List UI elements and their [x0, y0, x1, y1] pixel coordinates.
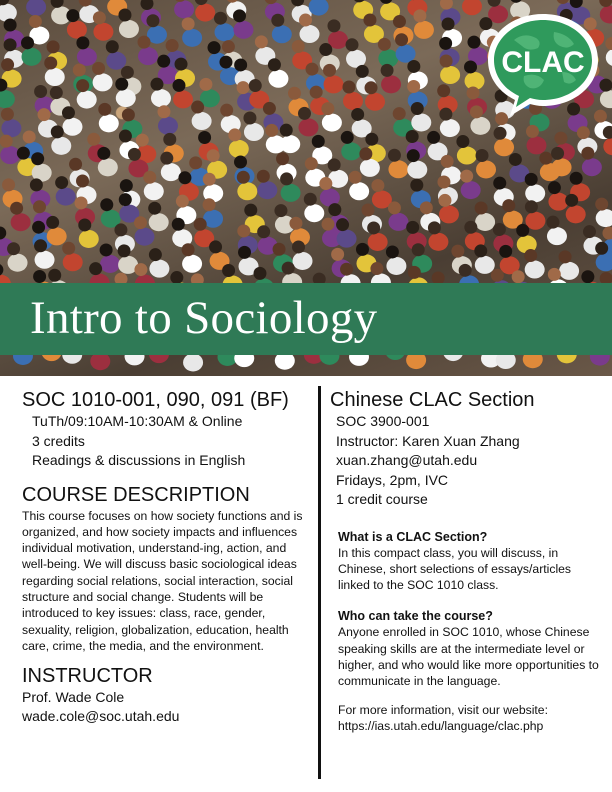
what-is-clac-title: What is a CLAC Section? [338, 529, 488, 544]
clac-column [330, 388, 602, 734]
course-description-text: This course focuses on how society functions and is organized, and how society impacts and influences individual motivation, understand-ing, action, and well-being. We will discuss basic sociological ideas regarding social relations, social interaction, social structure and social change. Students will be introduced to key issues: class, race, gender, sexuality, religion, globalization, education, health care, crime, the media, and the environment. [22, 508, 303, 653]
course-schedule: TuTh/09:10AM-10:30AM & Online [32, 413, 243, 429]
what-is-clac-section [330, 529, 602, 594]
course-column [22, 388, 314, 726]
page-title: Intro to Sociology [30, 292, 378, 344]
clac-logo [484, 10, 602, 120]
clac-course-code: SOC 3900-001 [336, 413, 430, 429]
course-description-heading: COURSE DESCRIPTION [22, 483, 250, 506]
more-info [330, 702, 602, 735]
clac-heading: Chinese CLAC Section [330, 389, 535, 411]
website-link[interactable]: https://ias.utah.edu/language/clac.php [338, 718, 544, 733]
course-details [22, 412, 314, 471]
title-banner [0, 283, 612, 355]
instructor-email[interactable]: wade.cole@soc.utah.edu [22, 708, 180, 725]
course-language: Readings & discussions in English [32, 452, 246, 468]
clac-instructor-email[interactable]: xuan.zhang@utah.edu [336, 452, 478, 468]
instructor-heading: INSTRUCTOR [22, 665, 153, 688]
course-code: SOC 1010-001, 090, 091 (BF) [22, 389, 289, 411]
more-info-text: For more information, visit our website: [338, 702, 548, 717]
who-can-take-section [330, 608, 602, 689]
who-can-take-text: Anyone enrolled in SOC 1010, whose Chinese speaking skills are at the intermediate level or higher, and who would like more opportunities to communicate in the language. [338, 625, 599, 689]
course-credits: 3 credits [32, 432, 85, 449]
who-can-take-title: Who can take the course? [338, 609, 493, 624]
crowd-photo [0, 0, 612, 376]
clac-schedule: Fridays, 2pm, IVC [336, 471, 449, 488]
column-divider [318, 386, 321, 779]
what-is-clac-text: In this compact class, you will discuss, in Chinese, short selections of essays/articles linked to the SOC 1010 class. [338, 545, 572, 593]
instructor-name: Prof. Wade Cole [22, 689, 125, 706]
clac-logo-text: CLAC [501, 46, 585, 79]
clac-details [330, 412, 602, 510]
clac-credits: 1 credit course [336, 491, 428, 507]
clac-instructor: Instructor: Karen Xuan Zhang [336, 432, 520, 449]
